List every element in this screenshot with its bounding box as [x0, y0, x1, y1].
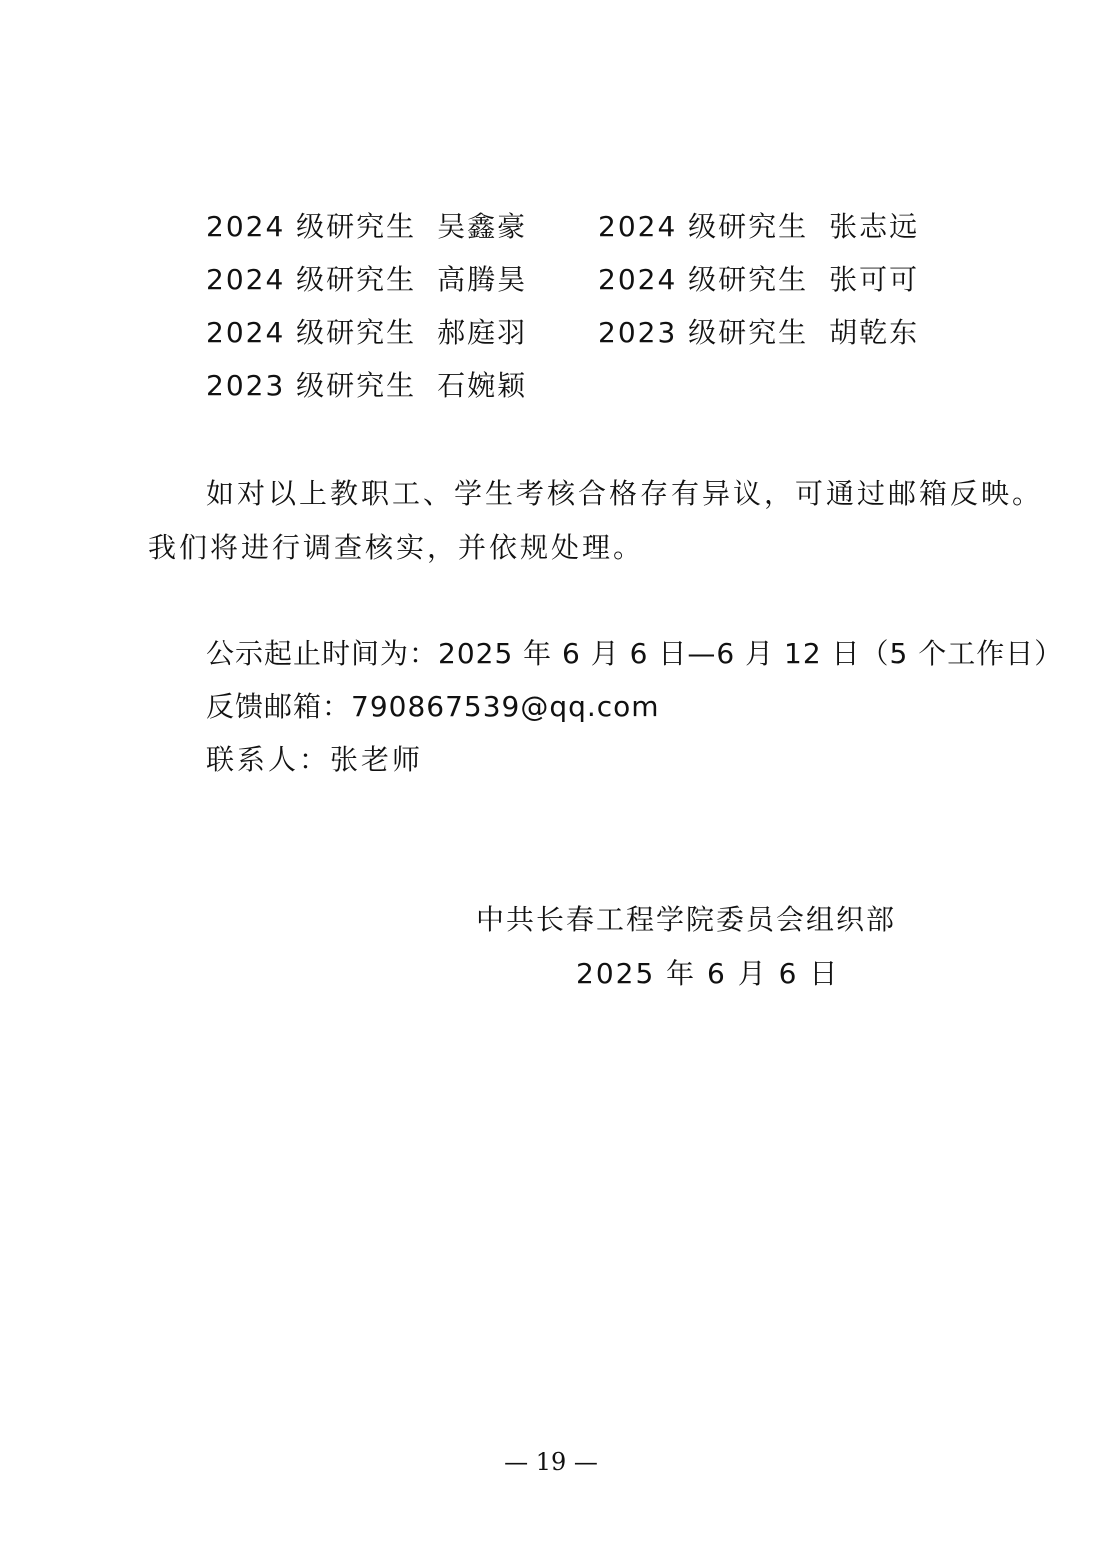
list-item: [206, 369, 528, 402]
student-grade: 2024 级研究生: [206, 263, 417, 296]
student-grade: 2024 级研究生: [598, 263, 809, 296]
list-item: [206, 210, 528, 243]
student-grade: 2024 级研究生: [206, 210, 417, 243]
list-item: [598, 316, 920, 349]
student-name: 高腾昊: [437, 263, 528, 296]
student-name: 吴鑫豪: [437, 210, 528, 243]
student-name: 石婉颖: [437, 369, 528, 402]
feedback-email: 反馈邮箱：790867539@qq.com: [206, 690, 660, 723]
contact-person: 联系人：张老师: [206, 743, 424, 776]
student-name: 郝庭羽: [437, 316, 528, 349]
student-grade: 2024 级研究生: [598, 210, 809, 243]
student-grade: 2023 级研究生: [206, 369, 417, 402]
student-grade: 2024 级研究生: [206, 316, 417, 349]
student-name: 胡乾东: [829, 316, 920, 349]
notice-line-2: 我们将进行调查核实，并依规处理。: [148, 531, 645, 564]
issuing-organization: 中共长春工程学院委员会组织部: [476, 903, 897, 936]
student-name: 张志远: [829, 210, 920, 243]
list-item: [206, 263, 528, 296]
issue-date: 2025 年 6 月 6 日: [576, 957, 840, 990]
notice-line-1: 如对以上教职工、学生考核合格存有异议，可通过邮箱反映。: [206, 477, 1044, 510]
list-item: [598, 263, 920, 296]
list-item: [206, 316, 528, 349]
student-name: 张可可: [829, 263, 920, 296]
student-grade: 2023 级研究生: [598, 316, 809, 349]
publicity-period: 公示起止时间为：2025 年 6 月 6 日—6 月 12 日（5 个工作日）: [206, 637, 1064, 670]
list-item: [598, 210, 920, 243]
page-number: — 19 —: [504, 1448, 598, 1476]
